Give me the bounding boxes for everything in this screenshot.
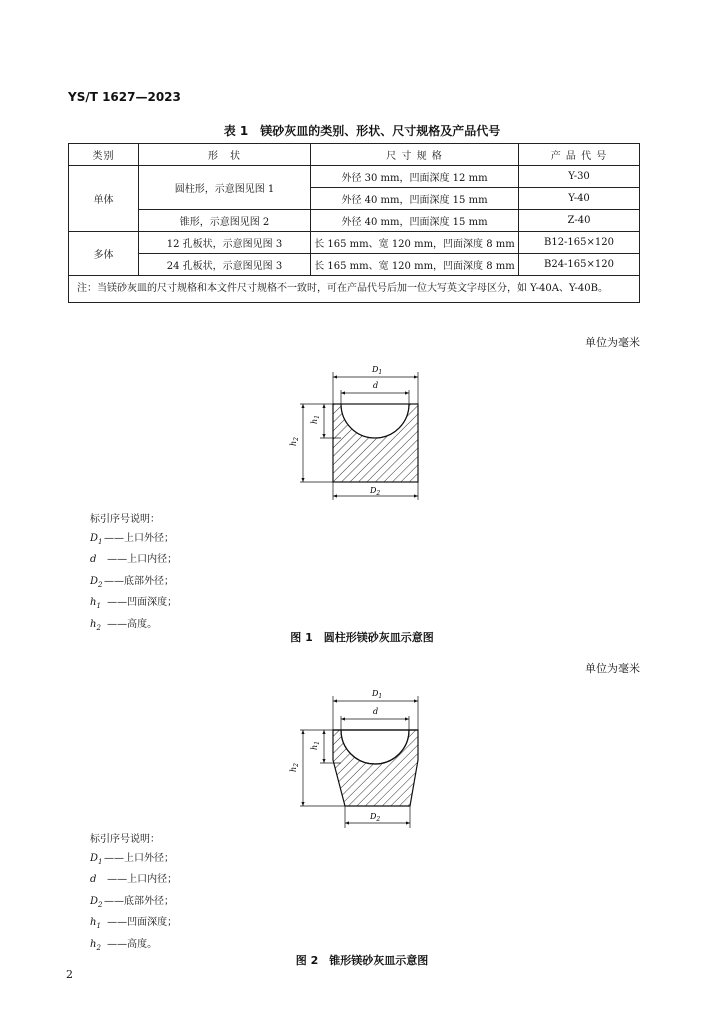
shape-cell: 锥形，示意图见图 2 [139,210,311,232]
spec-table [68,143,640,303]
size-cell: 长 165 mm、宽 120 mm，凹面深度 8 mm [311,232,519,254]
legend-symbol: d [90,874,97,885]
legend-item: $h_1$ ——凹面深度； [90,914,177,936]
shape-cell: 12 孔板状，示意图见图 3 [139,232,311,254]
figure1-legend [90,511,177,637]
figure1-diagram [280,352,440,510]
legend-symbol: d [90,554,97,565]
legend-symbol: $h_1$ [90,917,101,930]
figure1-body [333,404,418,482]
figure2-legend [90,831,177,957]
legend-item: $h_2$ ——高度。 [90,616,177,638]
category-cell: 单体 [69,166,139,232]
legend-item: $D_2$ ——底部外径； [90,573,177,595]
size-cell: 外径 40 mm，凹面深度 15 mm [311,210,519,232]
label-D1: $D_1$ [372,689,383,700]
label-h1: $h_1$ [310,415,321,424]
label-D2: $D_2$ [370,486,381,497]
table-caption: 表 1 镁砂灰皿的类别、形状、尺寸规格及产品代号 [223,124,501,138]
figure2-diagram [280,678,440,830]
code-cell: B24-165×120 [519,254,640,276]
legend-item: d ——上口内径； [90,871,177,893]
category-cell: 多体 [69,232,139,276]
label-h1: $h_1$ [310,741,321,750]
size-cell: 外径 30 mm，凹面深度 12 mm [311,166,519,188]
legend-symbol: $h_1$ [90,597,101,610]
size-cell: 长 165 mm、宽 120 mm，凹面深度 8 mm [311,254,519,276]
legend-item: d ——上口内径； [90,551,177,573]
legend-item: $D_1$ ——上口外径； [90,530,177,552]
size-cell: 外径 40 mm，凹面深度 15 mm [311,188,519,210]
legend-symbol: $h_2$ [90,938,101,952]
label-D1: $D_1$ [372,365,383,376]
label-D2: $D_2$ [370,812,381,823]
unit-label-2: 单位为毫米 [585,662,640,675]
legend-item: $h_1$ ——凹面深度； [90,594,177,616]
legend-item: $D_1$ ——上口外径； [90,850,177,872]
code-cell: Z-40 [519,210,640,232]
header-size: 尺 寸 规 格 [311,144,519,166]
table-row [69,254,640,276]
header-code: 产 品 代 号 [519,144,640,166]
figure2-body [333,730,418,806]
header-shape: 形 状 [139,144,311,166]
shape-cell: 圆柱形，示意图见图 1 [139,166,311,210]
figure1-caption: 图 1 圆柱形镁砂灰皿示意图 [290,631,434,644]
label-h2: $h_2$ [289,763,300,772]
table-note-row [69,276,640,303]
legend-title: 标引序号说明： [90,514,160,525]
page-number: 2 [66,968,73,981]
standard-code: YS/T 1627—2023 [68,90,181,104]
table-row [69,210,640,232]
code-cell: Y-40 [519,188,640,210]
legend-symbol: $D_2$ [90,895,103,909]
legend-item: $h_2$ ——高度。 [90,936,177,958]
legend-symbol: $h_2$ [90,618,101,632]
legend-symbol: $D_1$ [90,532,103,546]
header-category: 类别 [69,144,139,166]
code-cell: B12-165×120 [519,232,640,254]
legend-item: $D_2$ ——底部外径； [90,893,177,915]
legend-title: 标引序号说明： [90,834,160,845]
label-d: d [373,381,379,390]
table-note: 注：当镁砂灰皿的尺寸规格和本文件尺寸规格不一致时，可在产品代号后加一位大写英文字母区分，如 Y-40A、Y-40B。 [69,276,640,303]
legend-symbol: $D_1$ [90,852,103,866]
unit-label-1: 单位为毫米 [585,336,640,349]
legend-symbol: $D_2$ [90,575,103,589]
shape-cell: 24 孔板状，示意图见图 3 [139,254,311,276]
code-cell: Y-30 [519,166,640,188]
label-d: d [373,707,379,716]
label-h2: $h_2$ [289,437,300,446]
table-row [69,232,640,254]
figure2-caption: 图 2 锥形镁砂灰皿示意图 [295,954,429,967]
table-header-row [69,144,640,166]
table-row [69,166,640,188]
